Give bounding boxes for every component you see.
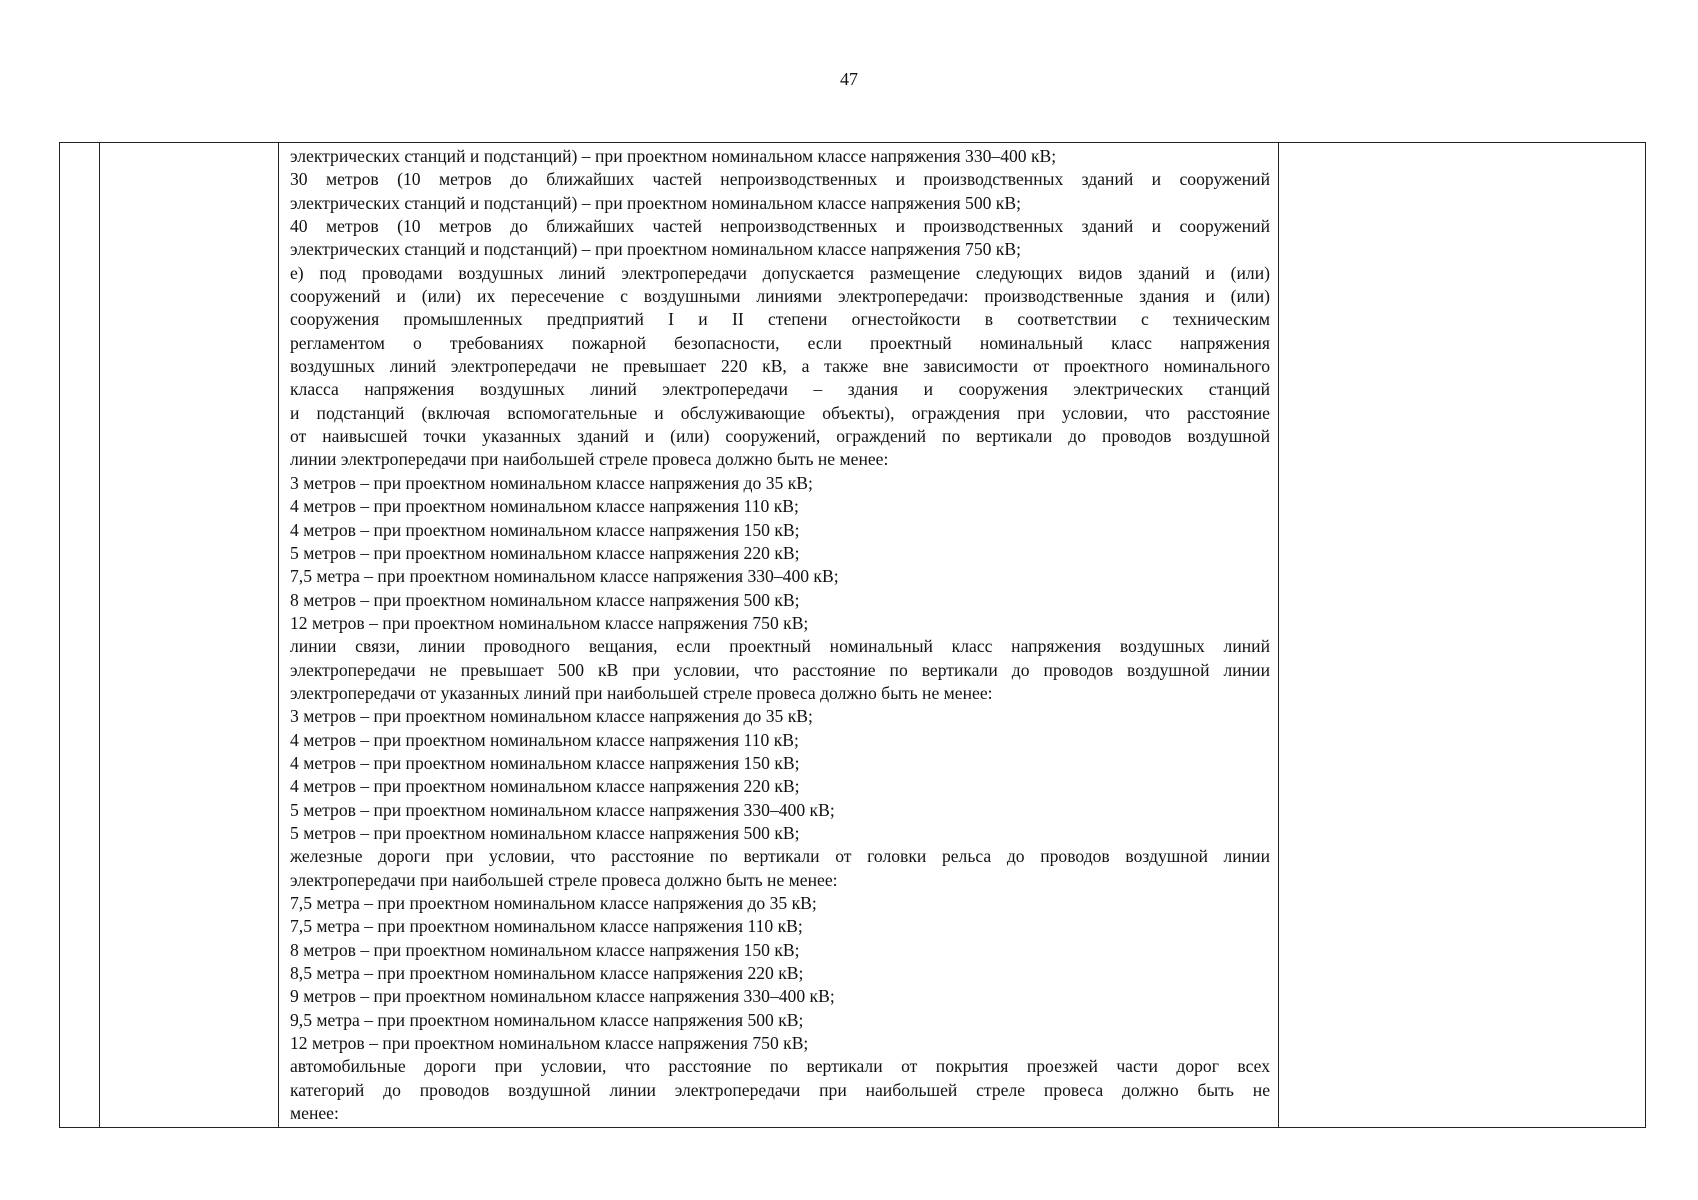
text-line: 8 метров – при проектном номинальном классе напряжения 500 кВ; [290, 589, 800, 610]
text-line: электропередачи от указанных линий при наибольшей стреле провеса должно быть не менее: [290, 682, 993, 703]
text-line: сооружений и (или) их пересечение с воздушными линиями электропередачи: производственные здания и (или) [290, 286, 1270, 307]
text-line: 5 метров – при проектном номинальном классе напряжения 220 кВ; [290, 542, 800, 563]
text-line: электропередачи при наибольшей стреле провеса должно быть не менее: [290, 869, 838, 890]
text-line: 4 метров – при проектном номинальном классе напряжения 110 кВ; [290, 496, 799, 517]
text-line: менее: [290, 1103, 339, 1124]
text-line: автомобильные дороги при условии, что расстояние по вертикали от покрытия проезжей части дорог всех [290, 1056, 1270, 1077]
text-line: 5 метров – при проектном номинальном классе напряжения 500 кВ; [290, 822, 800, 843]
document-table [59, 142, 1646, 1128]
text-line: электрических станций и подстанций) – при проектном номинальном классе напряжения 500 кВ; [290, 192, 1021, 213]
text-line: 4 метров – при проектном номинальном классе напряжения 110 кВ; [290, 729, 799, 750]
text-line: 9,5 метра – при проектном номинальном классе напряжения 500 кВ; [290, 1009, 804, 1030]
text-line: от наивысшей точки указанных зданий и (или) сооружений, ограждений по вертикали до проводов воздушной [290, 426, 1270, 447]
text-line: 8,5 метра – при проектном номинальном классе напряжения 220 кВ; [290, 963, 804, 984]
text-line: категорий до проводов воздушной линии электропередачи при наибольшей стреле провеса должно быть не [290, 1079, 1270, 1100]
text-line: 7,5 метра – при проектном номинальном классе напряжения 110 кВ; [290, 916, 803, 937]
text-line: 8 метров – при проектном номинальном классе напряжения 150 кВ; [290, 939, 800, 960]
text-line: 4 метров – при проектном номинальном классе напряжения 220 кВ; [290, 776, 800, 797]
table-cell-requirements-text [284, 143, 1276, 1125]
text-line: 4 метров – при проектном номинальном классе напряжения 150 кВ; [290, 752, 800, 773]
text-line: 4 метров – при проектном номинальном классе напряжения 150 кВ; [290, 519, 800, 540]
text-line: электропередачи не превышает 500 кВ при условии, что расстояние по вертикали до проводов воздушной линии [290, 659, 1270, 680]
text-line: электрических станций и подстанций) – при проектном номинальном классе напряжения 330–400 кВ; [290, 146, 1057, 166]
text-line: 30 метров (10 метров до ближайших частей непроизводственных и производственных зданий и сооружений [290, 169, 1270, 190]
text-line: регламентом о требованиях пожарной безопасности, если проектный номинальный класс напряжения [290, 332, 1270, 353]
text-line: воздушных линий электропередачи не превышает 220 кВ, а также вне зависимости от проектного номинального [290, 356, 1270, 377]
column-divider-3 [1278, 143, 1279, 1127]
text-line: линии связи, линии проводного вещания, если проектный номинальный класс напряжения воздушных линий [290, 636, 1270, 657]
text-line: 5 метров – при проектном номинальном классе напряжения 330–400 кВ; [290, 799, 835, 820]
text-line: 12 метров – при проектном номинальном классе напряжения 750 кВ; [290, 612, 809, 633]
text-line: 9 метров – при проектном номинальном классе напряжения 330–400 кВ; [290, 986, 835, 1007]
text-line: 3 метров – при проектном номинальном классе напряжения до 35 кВ; [290, 706, 813, 727]
page-number: 47 [840, 69, 858, 89]
text-line: и подстанций (включая вспомогательные и обслуживающие объекты), ограждения при условии, что расстояние [290, 402, 1270, 423]
text-line: 7,5 метра – при проектном номинальном классе напряжения до 35 кВ; [290, 893, 817, 913]
text-line: 7,5 метра – при проектном номинальном классе напряжения 330–400 кВ; [290, 566, 839, 587]
text-line: 40 метров (10 метров до ближайших частей непроизводственных и производственных зданий и сооружений [290, 216, 1270, 237]
text-line: 12 метров – при проектном номинальном классе напряжения 750 кВ; [290, 1033, 809, 1054]
column-divider-2 [278, 143, 279, 1127]
text-line: 3 метров – при проектном номинальном классе напряжения до 35 кВ; [290, 472, 813, 493]
text-line: класса напряжения воздушных линий электропередачи – здания и сооружения электрических станций [290, 379, 1270, 400]
column-divider-1 [99, 143, 100, 1127]
text-line: линии электропередачи при наибольшей стреле провеса должно быть не менее: [290, 449, 889, 470]
text-line: сооружения промышленных предприятий I и II степени огнестойкости в соответствии с техническим [290, 309, 1270, 330]
text-line: е) под проводами воздушных линий электропередачи допускается размещение следующих видов зданий и (или) [290, 262, 1270, 283]
text-line: железные дороги при условии, что расстояние по вертикали от головки рельса до проводов воздушной линии [290, 846, 1270, 867]
text-line: электрических станций и подстанций) – при проектном номинальном классе напряжения 750 кВ; [290, 239, 1021, 260]
